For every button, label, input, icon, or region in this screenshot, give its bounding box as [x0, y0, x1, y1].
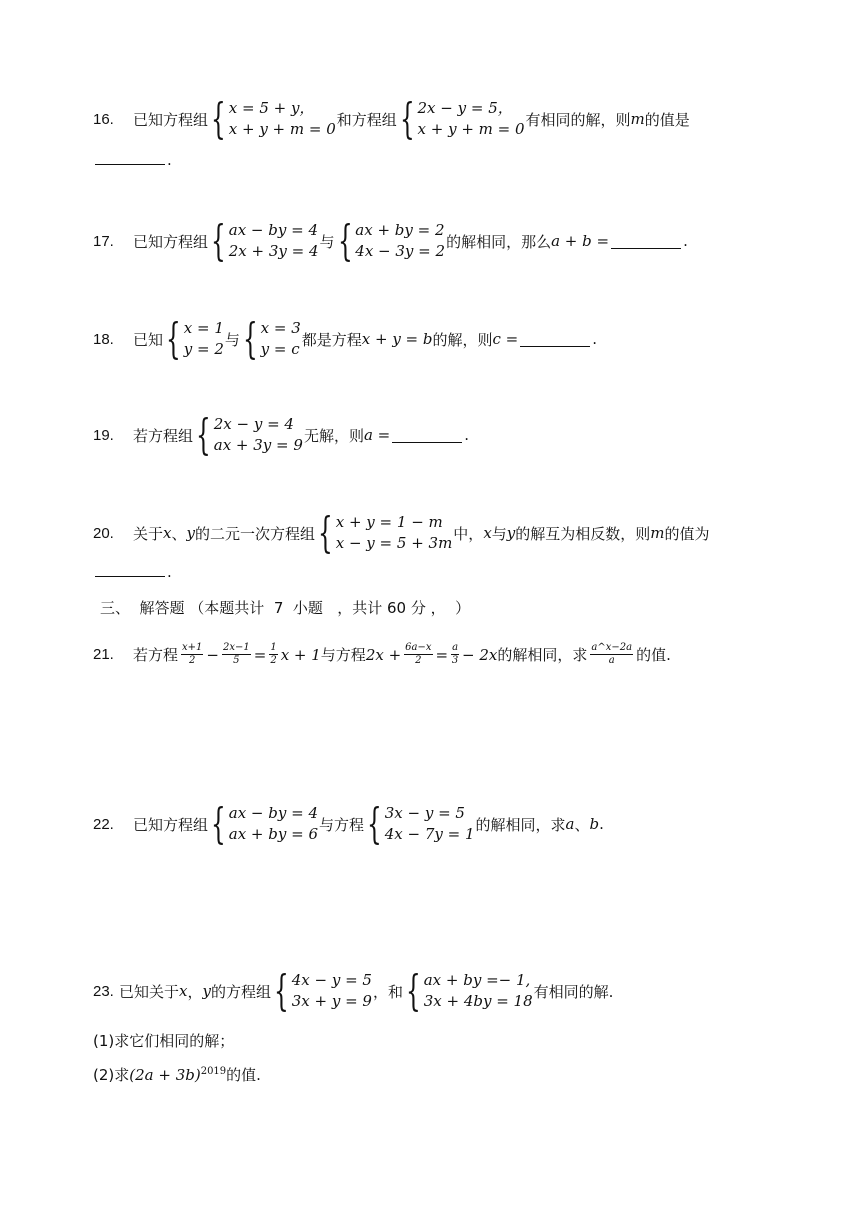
question-text: 已知方程组: [133, 815, 209, 834]
question-text: 关于: [133, 524, 164, 543]
question-21: [93, 642, 671, 667]
question-text: 的解相同，求: [497, 646, 588, 664]
math-expr: x + 1: [280, 645, 321, 664]
fraction: $\frac{a}{3}$: [451, 642, 459, 666]
math-var: m: [650, 524, 665, 542]
brace-icon: {: [274, 966, 289, 1015]
question-text: 中，: [453, 524, 484, 543]
question-text: (2)求: [93, 1066, 130, 1084]
math-var: y: [202, 982, 211, 1000]
question-number: 19.: [93, 426, 114, 444]
punct: ，: [187, 982, 203, 1001]
equation-row: ax + by = 2: [355, 221, 445, 239]
math-expr: x + y = b: [361, 330, 433, 348]
equation-system: [316, 508, 453, 557]
math-expr: c =: [492, 330, 519, 348]
question-text: 的二元一次方程组: [194, 524, 315, 543]
fraction: $\frac{a\^{}x-2a}{a}$: [591, 642, 633, 666]
equation-system: [241, 314, 301, 363]
fraction: $\frac{1}{2}$: [270, 642, 277, 666]
answer-blank[interactable]: [392, 428, 462, 443]
question-number: 18.: [93, 330, 114, 348]
question-number: 23.: [93, 982, 114, 1000]
answer-blank[interactable]: [95, 562, 165, 577]
question-number: 20.: [93, 524, 114, 542]
question-text: 有相同的解，则: [525, 110, 631, 129]
answer-blank[interactable]: [611, 234, 681, 249]
question-text: 若方程组: [133, 426, 194, 445]
equation-system: [404, 966, 533, 1015]
math-var: a: [565, 815, 575, 833]
question-text: 无解，则: [303, 426, 364, 445]
brace-icon: {: [166, 314, 181, 363]
question-22: [93, 799, 604, 848]
equation-row: x − y = 5 + 3m: [335, 534, 453, 552]
question-text: 与方程: [320, 646, 366, 664]
fraction: $\frac{x+1}{2}$: [182, 642, 203, 666]
equation-row: ax − by = 4: [228, 221, 318, 239]
question-number: 21.: [93, 646, 114, 663]
math-expr: a =: [363, 426, 391, 444]
equation-row: 4x − y = 5: [291, 971, 372, 989]
question-text: 与: [224, 330, 240, 349]
equation-row: x + y + m = 0: [417, 120, 525, 138]
equation-row: x = 5 + y，: [228, 99, 315, 117]
section-header: 三、 解答题 （本题共计 7 小题 ，共计 60 分 ， ）: [100, 599, 471, 617]
math-var: x: [483, 524, 492, 542]
question-23: [93, 966, 614, 1015]
equation-row: 3x + 4by = 18: [423, 992, 533, 1010]
brace-icon: {: [242, 314, 258, 363]
brace-icon: {: [337, 216, 353, 265]
question-text: 的解相同，求: [475, 815, 566, 834]
brace-icon: {: [367, 799, 382, 848]
brace-icon: {: [211, 799, 226, 848]
question-text: 有相同的解.: [533, 982, 614, 1001]
brace-icon: {: [196, 410, 211, 459]
question-text: 的解互为相反数，则: [515, 524, 651, 543]
question-text: 与方程: [318, 815, 364, 834]
question-text: 的值为: [664, 524, 710, 543]
punct: 、: [171, 524, 187, 543]
equation-row: x = 3: [260, 319, 301, 337]
brace-icon: {: [211, 94, 226, 143]
answer-blank[interactable]: [95, 150, 165, 165]
equation-row: 2x + 3y = 4: [228, 242, 319, 260]
math-expr: − 2x: [462, 645, 498, 664]
equation-row: ax + by = 6: [228, 825, 318, 843]
question-text: 的值.: [226, 1066, 261, 1084]
equation-system: [209, 216, 319, 265]
question-text: 已知方程组: [133, 232, 209, 251]
operator: =: [435, 645, 449, 664]
sub-question-1: (1)求它们相同的解；: [93, 1032, 235, 1050]
question-text: 与: [491, 524, 507, 543]
question-text: 的值是: [644, 110, 690, 129]
question-text: 的值.: [636, 646, 671, 664]
question-text: 的解，则: [432, 330, 493, 349]
question-text: 已知关于: [119, 982, 180, 1001]
equation-system: [209, 94, 336, 143]
math-expr: (2a + 3b): [129, 1066, 201, 1084]
answer-line: [93, 562, 172, 581]
sub-question-2: [93, 1064, 261, 1085]
punct: .: [464, 426, 470, 444]
brace-icon: {: [211, 216, 226, 265]
equation-row: x = 1: [183, 319, 224, 337]
punct: 、: [574, 815, 590, 834]
question-17: [93, 216, 688, 265]
equation-system: [336, 216, 446, 265]
equation-row: y = c: [260, 340, 300, 358]
brace-icon: {: [318, 508, 333, 557]
punct: .: [167, 563, 172, 581]
question-text: 的解相同，那么: [446, 232, 552, 251]
math-var: x: [179, 982, 188, 1000]
equation-system: [209, 799, 318, 848]
math-expr: a + b =: [551, 232, 610, 250]
math-var: x: [163, 524, 172, 542]
equation-row: x + y = 1 − m: [335, 513, 443, 531]
equation-row: 4x − 7y = 1: [384, 825, 475, 843]
answer-blank[interactable]: [520, 332, 590, 347]
question-text: 与: [319, 232, 335, 251]
equation-row: ax − by = 4: [228, 804, 318, 822]
punct: .: [592, 330, 598, 348]
operator: =: [253, 645, 267, 664]
math-var: y: [186, 524, 195, 542]
question-text: 若方程: [133, 646, 179, 664]
equation-row: 3x − y = 5: [384, 804, 465, 822]
question-text: 的方程组: [210, 982, 271, 1001]
operator: −: [206, 645, 219, 664]
question-20: [93, 508, 710, 557]
question-16: [93, 94, 690, 143]
question-number: 17.: [93, 232, 114, 250]
equation-row: ax + 3y = 9: [213, 436, 303, 454]
question-19: [93, 410, 470, 459]
brace-icon: {: [405, 966, 421, 1015]
equation-row: y = 2: [183, 340, 224, 358]
punct: .: [167, 151, 172, 169]
math-var: m: [630, 110, 645, 128]
punct: .: [599, 815, 604, 833]
question-text: ，和: [372, 982, 403, 1001]
question-text: 已知: [133, 330, 164, 349]
fraction: $\frac{2x-1}{5}$: [222, 642, 250, 666]
math-expr: 2x +: [365, 645, 402, 664]
answer-line: [93, 150, 172, 169]
equation-system: [365, 799, 475, 848]
question-text: 和方程组: [336, 110, 397, 129]
math-var: y: [506, 524, 516, 542]
question-number: 22.: [93, 815, 114, 833]
equation-row: 2x − y = 4: [213, 415, 294, 433]
question-number: 16.: [93, 110, 114, 128]
math-var: b: [589, 815, 600, 833]
equation-row: x + y + m = 0: [228, 120, 336, 138]
equation-row: 2x − y = 5，: [417, 99, 513, 117]
equation-system: [164, 314, 224, 363]
equation-row: 3x + y = 9: [291, 992, 372, 1010]
equation-system: [272, 966, 372, 1015]
equation-system: [398, 94, 525, 143]
brace-icon: {: [399, 94, 415, 143]
equation-row: ax + by =− 1,: [423, 971, 531, 989]
question-text: 已知方程组: [133, 110, 209, 129]
question-text: 都是方程: [301, 330, 362, 349]
equation-system: [194, 410, 303, 459]
exponent: 2019: [200, 1066, 227, 1077]
question-18: [93, 314, 598, 363]
punct: .: [683, 232, 688, 250]
equation-row: 4x − 3y = 2: [355, 242, 446, 260]
fraction: $\frac{6a-x}{2}$: [405, 642, 432, 666]
